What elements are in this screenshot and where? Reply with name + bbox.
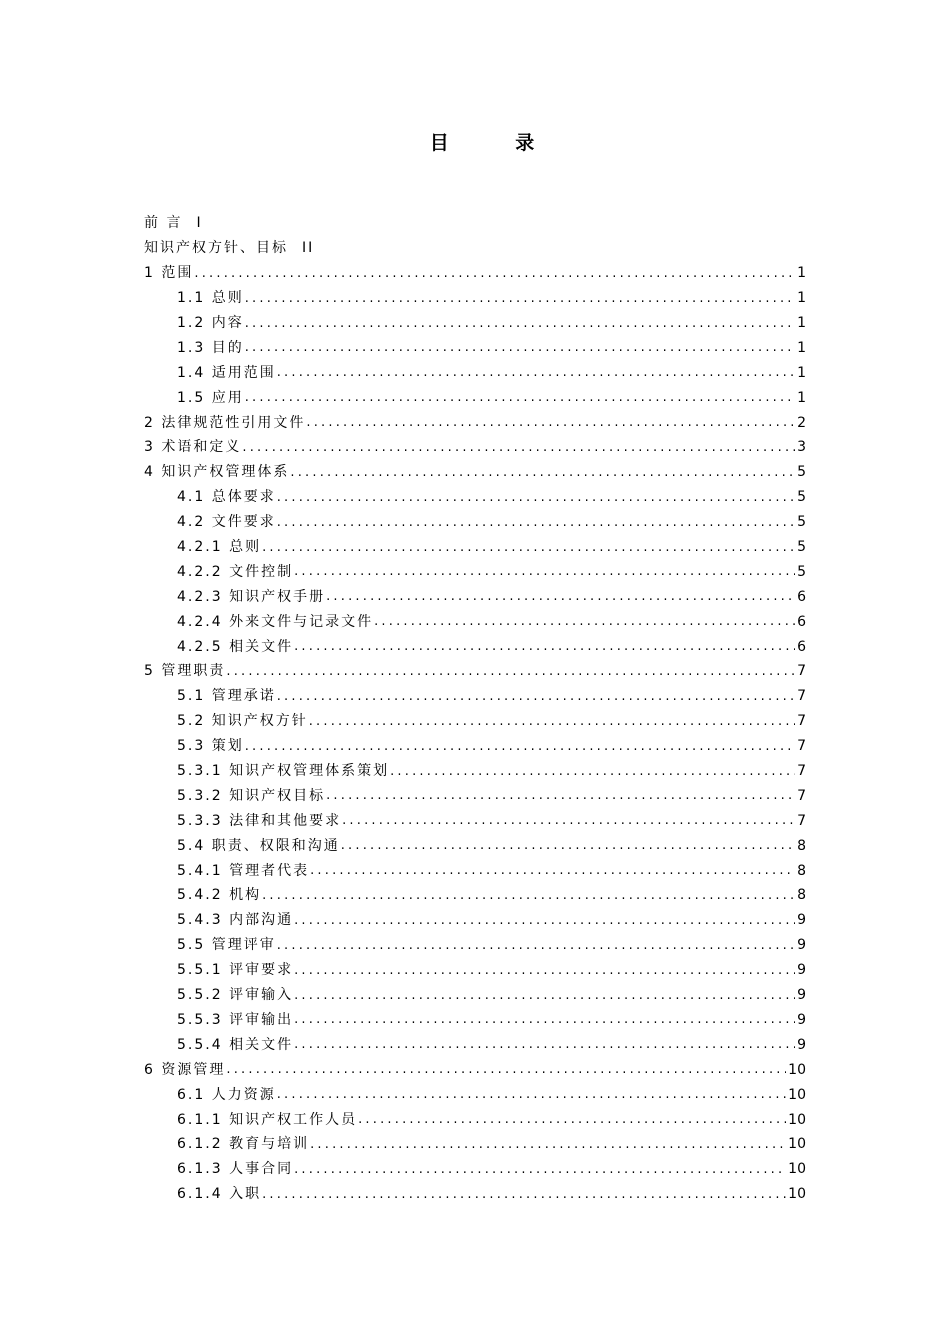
toc-entry[interactable] bbox=[144, 1107, 806, 1132]
toc-entry-page-number: 7 bbox=[797, 688, 806, 705]
toc-dot-leader bbox=[277, 939, 795, 952]
toc-entry-label: 6.1.3 人事合同 bbox=[177, 1161, 294, 1178]
toc-entry-label: 5.5.2 评审输入 bbox=[177, 987, 294, 1004]
toc-entry-label: 6.1.4 入职 bbox=[177, 1186, 262, 1203]
toc-dot-leader bbox=[358, 1113, 786, 1126]
toc-dot-leader bbox=[245, 341, 795, 354]
toc-entry-label: 5.3.3 法律和其他要求 bbox=[177, 812, 342, 829]
toc-dot-leader bbox=[294, 989, 795, 1002]
toc-dot-leader bbox=[277, 516, 795, 529]
toc-dot-leader bbox=[294, 964, 795, 977]
toc-entry-label: 1.3 目的 bbox=[177, 339, 244, 356]
toc-dot-leader bbox=[245, 740, 795, 753]
toc-entry[interactable] bbox=[144, 360, 806, 385]
toc-entry-page-number: 1 bbox=[797, 339, 806, 356]
toc-dot-leader bbox=[290, 466, 795, 479]
toc-entry-page-number: 10 bbox=[788, 1136, 806, 1153]
toc-dot-leader bbox=[294, 565, 795, 578]
toc-entry[interactable] bbox=[144, 858, 806, 883]
toc-entry[interactable] bbox=[144, 1032, 806, 1057]
toc-dot-leader bbox=[245, 317, 795, 330]
toc-dot-leader bbox=[226, 1063, 786, 1076]
toc-entry-label: 5.5 管理评审 bbox=[177, 937, 276, 954]
toc-entry-page-number: 10 bbox=[788, 1111, 806, 1128]
toc-entry-label: 6.1.1 知识产权工作人员 bbox=[177, 1111, 358, 1128]
toc-entry-page-number: 5 bbox=[797, 563, 806, 580]
toc-entry-label: 1 范围 bbox=[144, 265, 194, 282]
toc-entry-page-number: 7 bbox=[797, 787, 806, 804]
toc-entry-page-number: 7 bbox=[797, 812, 806, 829]
toc-entry-page-number: 8 bbox=[797, 887, 806, 904]
toc-entry-page-number: 5 bbox=[797, 489, 806, 506]
toc-entry[interactable] bbox=[144, 709, 806, 734]
toc-entry[interactable] bbox=[144, 808, 806, 833]
toc-entry[interactable] bbox=[144, 584, 806, 609]
toc-dot-leader bbox=[294, 1163, 786, 1176]
toc-entry-label: 前 言 bbox=[144, 215, 183, 232]
toc-entry[interactable] bbox=[144, 510, 806, 535]
toc-dot-leader bbox=[226, 665, 795, 678]
toc-entry[interactable] bbox=[144, 335, 806, 360]
page-title: 目 录 bbox=[429, 132, 565, 154]
toc-entry-label: 4.1 总体要求 bbox=[177, 489, 276, 506]
toc-entry-label: 5.3.1 知识产权管理体系策划 bbox=[177, 763, 390, 780]
toc-entry-page-number: 1 bbox=[797, 265, 806, 282]
toc-entry-page-number: 8 bbox=[797, 837, 806, 854]
toc-entry-label: 4.2 文件要求 bbox=[177, 514, 276, 531]
toc-entry[interactable] bbox=[144, 684, 806, 709]
toc-entry[interactable] bbox=[144, 286, 806, 311]
toc-entry-page-number: 10 bbox=[788, 1186, 806, 1203]
toc-entry[interactable] bbox=[144, 385, 806, 410]
toc-entry-page-number: 8 bbox=[797, 862, 806, 879]
toc-dot-leader bbox=[306, 416, 795, 429]
toc-entry[interactable] bbox=[144, 734, 806, 759]
toc-entry-page-number: 1 bbox=[797, 364, 806, 381]
toc-entry-page-number: 9 bbox=[797, 987, 806, 1004]
toc-entry-page-number: 10 bbox=[788, 1086, 806, 1103]
toc-entry-page-number: 3 bbox=[797, 439, 806, 456]
toc-entry-label: 5.1 管理承诺 bbox=[177, 688, 276, 705]
toc-entry-page-number: 6 bbox=[797, 638, 806, 655]
toc-entry-label: 5.4.2 机构 bbox=[177, 887, 262, 904]
toc-dot-leader bbox=[326, 590, 795, 603]
toc-dot-leader bbox=[326, 789, 795, 802]
toc-dot-leader bbox=[374, 615, 795, 628]
toc-entry-label: 5.3 策划 bbox=[177, 738, 244, 755]
toc-entry[interactable] bbox=[144, 410, 806, 435]
toc-entry-page-number: 7 bbox=[797, 763, 806, 780]
toc-entry-label: 6.1.2 教育与培训 bbox=[177, 1136, 310, 1153]
toc-dot-leader bbox=[390, 765, 795, 778]
toc-entry-label: 知识产权方针、目标 bbox=[144, 240, 288, 257]
toc-entry-page-number: 9 bbox=[797, 1036, 806, 1053]
toc-entry[interactable] bbox=[144, 783, 806, 808]
toc-dot-leader bbox=[277, 690, 795, 703]
toc-entry-label: 4 知识产权管理体系 bbox=[144, 464, 290, 481]
toc-dot-leader bbox=[294, 914, 795, 927]
toc-entry-page-number: 9 bbox=[797, 937, 806, 954]
toc-entry-page-number: 1 bbox=[797, 290, 806, 307]
toc-entry[interactable] bbox=[144, 883, 806, 908]
toc-dot-leader bbox=[342, 814, 795, 827]
toc-entry-page-number: 9 bbox=[797, 1011, 806, 1028]
toc-dot-leader bbox=[294, 640, 795, 653]
toc-dot-leader bbox=[245, 292, 795, 305]
toc-entry-label: 1.1 总则 bbox=[177, 290, 244, 307]
toc-dot-leader bbox=[277, 1088, 786, 1101]
toc-entry[interactable] bbox=[144, 759, 806, 784]
toc-entry-label: 4.2.1 总则 bbox=[177, 539, 262, 556]
toc-dot-leader bbox=[242, 441, 795, 454]
toc-entry-page-number: 6 bbox=[797, 588, 806, 605]
toc-dot-leader bbox=[310, 864, 795, 877]
toc-entry[interactable] bbox=[144, 559, 806, 584]
toc-entry[interactable] bbox=[144, 1132, 806, 1157]
toc-entry-page-number: 5 bbox=[797, 464, 806, 481]
toc-entry-label: 3 术语和定义 bbox=[144, 439, 242, 456]
toc-entry-label: 1.4 适用范围 bbox=[177, 364, 276, 381]
toc-entry-label: 1.5 应用 bbox=[177, 389, 244, 406]
toc-dot-leader bbox=[309, 715, 795, 728]
toc-entry[interactable] bbox=[144, 958, 806, 983]
toc-entry-label: 1.2 内容 bbox=[177, 315, 244, 331]
toc-entry-label: 4.2.4 外来文件与记录文件 bbox=[177, 613, 374, 630]
toc-dot-leader bbox=[341, 839, 795, 852]
toc-entry[interactable] bbox=[144, 833, 806, 858]
toc-entry-page-number: 7 bbox=[797, 738, 806, 755]
toc-dot-leader bbox=[294, 1038, 795, 1051]
toc-entry[interactable] bbox=[144, 609, 806, 634]
toc-entry-page-number: 7 bbox=[797, 663, 806, 680]
toc-entry[interactable] bbox=[144, 535, 806, 560]
toc-entry-page-number: 7 bbox=[797, 713, 806, 730]
toc-entry-page-number: 2 bbox=[797, 414, 806, 431]
toc-entry-label: 4.2.5 相关文件 bbox=[177, 638, 294, 655]
toc-entry-label: 2 法律规范性引用文件 bbox=[144, 414, 306, 431]
toc-entry[interactable] bbox=[144, 460, 806, 485]
toc-entry[interactable] bbox=[144, 634, 806, 659]
toc-entry-page-number: 10 bbox=[788, 1161, 806, 1178]
toc-entry[interactable] bbox=[144, 983, 806, 1008]
toc-dot-leader bbox=[294, 1013, 795, 1026]
toc-entry-page-number: 5 bbox=[797, 514, 806, 531]
toc-entry-page-number: 6 bbox=[797, 613, 806, 630]
toc-entry[interactable] bbox=[144, 485, 806, 510]
toc-entry-label: 5.4.1 管理者代表 bbox=[177, 862, 310, 879]
toc-entry-label: 5.5.4 相关文件 bbox=[177, 1036, 294, 1053]
toc-entry-label: 5.2 知识产权方针 bbox=[177, 713, 308, 730]
toc-entry[interactable] bbox=[144, 659, 806, 684]
toc-entry[interactable] bbox=[144, 311, 806, 336]
toc-entry-page-number: 10 bbox=[788, 1061, 806, 1078]
toc-dot-leader bbox=[277, 366, 795, 379]
toc-dot-leader bbox=[262, 889, 795, 902]
toc-entry[interactable] bbox=[144, 908, 806, 933]
toc-entry-label: 5.5.3 评审输出 bbox=[177, 1011, 294, 1028]
toc-entry-label: 4.2.3 知识产权手册 bbox=[177, 588, 326, 605]
toc-entry-label: 6 资源管理 bbox=[144, 1061, 226, 1078]
toc-entry[interactable] bbox=[144, 1182, 806, 1207]
toc-entry-page-number: 1 bbox=[797, 389, 806, 406]
toc-entry-label: 4.2.2 文件控制 bbox=[177, 563, 294, 580]
toc-entry[interactable] bbox=[144, 211, 806, 236]
toc-entry-page-number: I bbox=[196, 215, 203, 232]
toc-entry[interactable] bbox=[144, 435, 806, 460]
toc-dot-leader bbox=[277, 491, 795, 504]
toc-entry[interactable] bbox=[144, 1082, 806, 1107]
toc-entry-label: 5.4 职责、权限和沟通 bbox=[177, 837, 340, 854]
toc-entry[interactable] bbox=[144, 933, 806, 958]
toc-entry-page-number: 1 bbox=[797, 315, 806, 331]
toc-dot-leader bbox=[262, 1188, 786, 1201]
toc-entry[interactable] bbox=[144, 1157, 806, 1182]
toc-entry[interactable] bbox=[144, 1008, 806, 1033]
toc-entry-label: 5.5.1 评审要求 bbox=[177, 962, 294, 979]
toc-dot-leader bbox=[194, 267, 795, 280]
toc-dot-leader bbox=[310, 1138, 786, 1151]
toc-entry-page-number: 5 bbox=[797, 539, 806, 556]
toc-entry-label: 6.1 人力资源 bbox=[177, 1086, 276, 1103]
toc-entry[interactable] bbox=[144, 236, 806, 261]
toc-entry[interactable] bbox=[144, 261, 806, 286]
toc-entry-label: 5.3.2 知识产权目标 bbox=[177, 787, 326, 804]
toc-entry[interactable] bbox=[144, 1057, 806, 1082]
toc-entry-page-number: 9 bbox=[797, 912, 806, 929]
toc-entry-label: 5 管理职责 bbox=[144, 663, 226, 680]
toc-entry-label: 5.4.3 内部沟通 bbox=[177, 912, 294, 929]
table-of-contents bbox=[144, 211, 806, 1207]
toc-dot-leader bbox=[262, 541, 795, 554]
toc-dot-leader bbox=[245, 391, 795, 404]
toc-entry-page-number: II bbox=[302, 240, 315, 257]
toc-entry-page-number: 9 bbox=[797, 962, 806, 979]
